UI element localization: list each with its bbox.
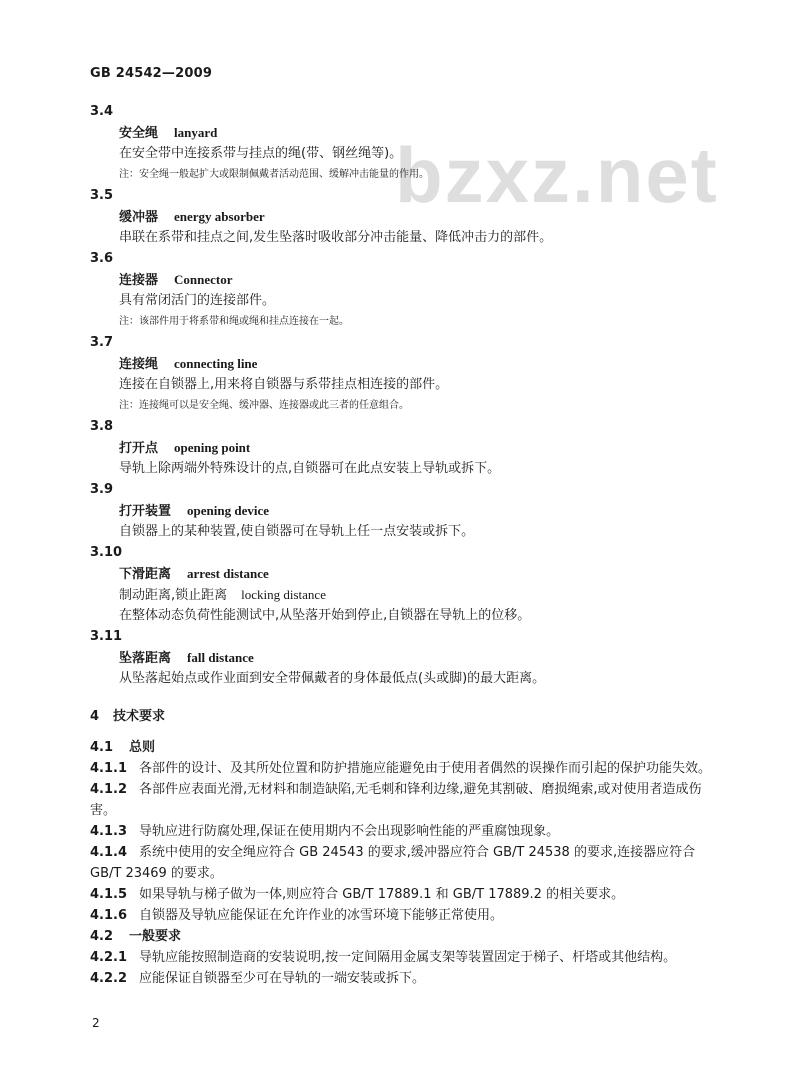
term-3-6	[90, 248, 720, 332]
term-en: arrest distance	[187, 566, 269, 581]
section-title: 技术要求	[113, 709, 166, 724]
requirement-text: 如果导轨与梯子做为一体,则应符合 GB/T 17889.1 和 GB/T 17889.2 的相关要求。	[139, 887, 625, 902]
subsection-heading	[90, 737, 720, 758]
term-title	[119, 206, 720, 227]
term-alt-en: locking distance	[241, 587, 326, 602]
term-number: 3.7	[90, 335, 114, 350]
requirement-number: 4.2.2	[90, 971, 128, 986]
standard-id-header: GB 24542—2009	[90, 66, 213, 81]
requirement-item	[90, 821, 720, 842]
term-note: 注：安全绳一般起扩大或限制佩戴者活动范围、缓解冲击能量的作用。	[119, 169, 429, 180]
subsection-title: 一般要求	[129, 929, 182, 944]
term-number: 3.5	[90, 188, 114, 203]
term-note: 注：连接绳可以是安全绳、缓冲器、连接器或此三者的任意组合。	[119, 400, 409, 411]
requirement-number: 4.2.1	[90, 950, 128, 965]
term-3-5	[90, 185, 720, 248]
term-alternative	[119, 584, 720, 605]
term-en: opening point	[174, 440, 251, 455]
requirement-text: 自锁器及导轨应能保证在允许作业的冰雪环境下能够正常使用。	[139, 908, 504, 923]
term-title	[119, 353, 720, 374]
requirement-item	[90, 884, 720, 905]
term-3-9	[90, 479, 720, 542]
term-number: 3.8	[90, 419, 114, 434]
term-title	[119, 122, 720, 143]
term-definition: 导轨上除两端外特殊设计的点,自锁器可在此点安装上导轨或拆下。	[119, 461, 501, 476]
requirement-text: 各部件的设计、及其所处位置和防护措施应能避免由于使用者偶然的误操作而引起的保护功能失效。	[139, 761, 712, 776]
term-en: Connector	[174, 272, 233, 287]
term-en: lanyard	[174, 125, 218, 140]
requirement-item	[90, 947, 720, 968]
requirement-item	[90, 968, 720, 989]
term-zh: 连接绳	[119, 357, 159, 372]
term-number: 3.10	[90, 545, 123, 560]
term-title	[119, 269, 720, 290]
term-zh: 打开点	[119, 441, 159, 456]
subsection-number: 4.1	[90, 740, 114, 755]
term-zh: 下滑距离	[119, 567, 172, 582]
subsection-title: 总则	[129, 740, 156, 755]
section-number: 4	[90, 709, 100, 724]
requirement-text: 导轨应能按照制造商的安装说明,按一定间隔用金属支架等装置固定于梯子、杆塔或其他结构。	[139, 950, 677, 965]
term-zh: 缓冲器	[119, 210, 159, 225]
requirements-section	[90, 737, 720, 989]
term-definition: 在整体动态负荷性能测试中,从坠落开始到停止,自锁器在导轨上的位移。	[119, 608, 531, 623]
term-3-7	[90, 332, 720, 416]
requirement-text: 导轨应进行防腐处理,保证在使用期内不会出现影响性能的严重腐蚀现象。	[139, 824, 560, 839]
requirement-number: 4.1.5	[90, 887, 128, 902]
term-3-10	[90, 542, 720, 626]
requirement-item	[90, 905, 720, 926]
term-alt-zh: 制动距离,锁止距离	[119, 588, 228, 603]
term-note: 注：该部件用于将系带和绳或绳和挂点连接在一起。	[119, 316, 349, 327]
term-en: connecting line	[174, 356, 258, 371]
subsection-heading	[90, 926, 720, 947]
requirement-text: 系统中使用的安全绳应符合 GB 24543 的要求,缓冲器应符合 GB/T 24538 的要求,连接器应符合 GB/T 23469 的要求。	[90, 845, 696, 881]
term-zh: 连接器	[119, 273, 159, 288]
term-title	[119, 437, 720, 458]
requirement-number: 4.1.2	[90, 782, 128, 797]
term-number: 3.4	[90, 104, 114, 119]
requirement-number: 4.1.4	[90, 845, 128, 860]
terms-section	[90, 101, 720, 689]
term-number: 3.6	[90, 251, 114, 266]
subsection-number: 4.2	[90, 929, 114, 944]
term-en: energy absorber	[174, 209, 265, 224]
term-number: 3.9	[90, 482, 114, 497]
term-definition: 在安全带中连接系带与挂点的绳(带、钢丝绳等)。	[119, 146, 403, 161]
requirement-item	[90, 779, 720, 821]
term-3-4	[90, 101, 720, 185]
term-definition: 连接在自锁器上,用来将自锁器与系带挂点相连接的部件。	[119, 377, 449, 392]
requirement-item	[90, 842, 720, 884]
page-number: 2	[92, 1016, 100, 1030]
term-zh: 打开装置	[119, 504, 172, 519]
term-en: opening device	[187, 503, 269, 518]
term-title	[119, 563, 720, 584]
term-zh: 坠落距离	[119, 651, 172, 666]
term-title	[119, 500, 720, 521]
term-definition: 具有常闭活门的连接部件。	[119, 293, 276, 308]
term-en: fall distance	[187, 650, 254, 665]
term-definition: 自锁器上的某种装置,使自锁器可在导轨上任一点安装或拆下。	[119, 524, 475, 539]
requirement-text: 各部件应表面光滑,无材料和制造缺陷,无毛刺和锋利边缘,避免其割破、磨损绳索,或对使用者造成伤害。	[90, 782, 702, 818]
term-definition: 从坠落起始点或作业面到安全带佩戴者的身体最低点(头或脚)的最大距离。	[119, 671, 546, 686]
requirement-number: 4.1.6	[90, 908, 128, 923]
requirement-number: 4.1.1	[90, 761, 128, 776]
term-3-11	[90, 626, 720, 689]
requirement-item	[90, 758, 720, 779]
term-definition: 串联在系带和挂点之间,发生坠落时吸收部分冲击能量、降低冲击力的部件。	[119, 230, 553, 245]
term-number: 3.11	[90, 629, 123, 644]
term-3-8	[90, 416, 720, 479]
watermark: bzxz.net	[395, 131, 719, 219]
requirement-text: 应能保证自锁器至少可在导轨的一端安装或拆下。	[139, 971, 426, 986]
term-title	[119, 647, 720, 668]
requirement-number: 4.1.3	[90, 824, 128, 839]
section-heading	[90, 706, 165, 727]
term-zh: 安全绳	[119, 126, 159, 141]
